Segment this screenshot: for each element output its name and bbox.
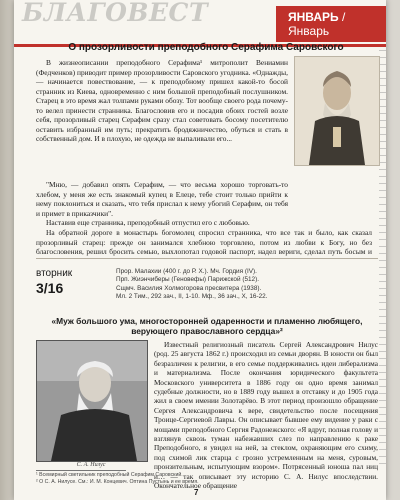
portrait-image [295,57,379,165]
ruler-edge [379,50,386,470]
day-divider [36,258,378,259]
seraphim-portrait [294,56,380,166]
nilus-photo [36,340,148,462]
calendar-entries [116,268,376,302]
book-page [14,0,386,500]
footnote-divider [36,470,126,471]
weekday: вторник [36,268,73,279]
article-paragraph: "Мню, — добавил опять Серафим, — что весьма хорошо торговать-то хлебом, у меня же есть знакомый купец в Елеце, тебе стоит только прийти к нему поклониться и сказать, что тебя прислал к нему убогий Серафим, он тебя и примет в приказчики". [36,180,288,218]
article-title: «Муж большого ума, многосторонней одаренности и пламенно любящего, верующего православного сердца»² [51,316,363,336]
article-title: О прозорливости преподобного Серафима Саровского [68,42,344,53]
footnote: ² О С. А. Нилусе. См.: И. М. Концевич. Оптина Пустынь и ее время. [36,478,199,485]
photo-image [37,341,147,461]
photo-caption: С. А. Нилус [76,462,106,468]
article-paragraph: На обратной дороге в монастырь богомолец спросил странника, что все так и было, как сказал прозорливый старец: прежде он занимался хлебною торговлею, потом из любви к Богу, но без благословения, решил бросить семью, выхлопотал годовой паспорт, надел вериги, сделал путь босым и [36,228,372,256]
calendar-line: Прп. Жиэнчиберы (Геновефы) Парижской (512). [116,276,260,284]
page-number: 7 [194,488,199,497]
calendar-line: Сщмч. Василия Холмогорова пресвитера (1938). [116,284,262,292]
month-header [276,6,386,42]
watermark-logo: БЛАГОВЕСТ [22,0,209,27]
month-caps: ЯНВАРЬ [288,10,339,24]
article-paragraph: Известный религиозный писатель Сергей Александрович Нилус (род. 25 августа 1862 г.) происходил из семьи дворян. В юности он был безразличен к религии, в его семье поддерживались идеи либерализма и материализма. После окончания юридического факультета Московского университета в 1886 году он одно время занимал судебные должности, но в 1889 году вышел в отставку и до 1905 года жил в своем имении Золотарёво. В этот период произошло обращение Сергея Александровича к вере, свидетельство после посещения Троице-Сергиевой Лавры. Он описывает бывшее ему видение у раки с мощами преподобного Сергия Радонежского: «Я вдруг, полная голову и взглянув сквозь туман набежавших слез по направлению к раке Преподобного, я увидел на ней, за стеклом, охраняющим его схиму, под схимой лик старца с грозно устремленным на меня, суровым, пронзительным, испытующим взором». Потрясенный юноша пал ниц и… — так описывает эту историю С. А. Нилус впоследствии. Окончательное обращение [154,340,378,491]
article-paragraph: Наставив еще странника, преподобный отпустил его с любовью. [46,218,250,227]
footnotes [36,472,366,485]
footnote: ¹ Всемирный светильник преподобный Серафим Саровский. [36,472,183,478]
date-number: 3/16 [36,280,64,296]
month-name: Январь [288,24,330,38]
page-binding [0,0,14,500]
calendar-line: Прор. Малахии (400 г. до Р. Х.). Мч. Гордия (IV). [116,268,257,275]
calendar-line: Мл. 2 Тим., 292 зач., II, 1-10. Мф., 36 зач., Х, 16-22. [116,293,268,301]
month-separator: / [338,10,346,24]
article-paragraph: В жизнеописании преподобного Серафима¹ митрополит Вениамин (Федченков) приводит пример прозорливости Саровского угодника. «Однажды, — начинается повествование, — к преподобному пришел какой-то босой странник из Киева, одновременно с ним большой преподобный послушником. Старец в это время жал толпами руками обозу. Тот вообще своего рода почему-то велел принести странника. Благословив его и посадив обоих гостей возле себя, прозорливый старец Серафим сразу стал советовать босому посетителю оставить избранный им путь; прекратить бродяжничество, обуться и стать в собственный дом. И в плохую, не одежда не выпаливали его... [36,58,288,143]
